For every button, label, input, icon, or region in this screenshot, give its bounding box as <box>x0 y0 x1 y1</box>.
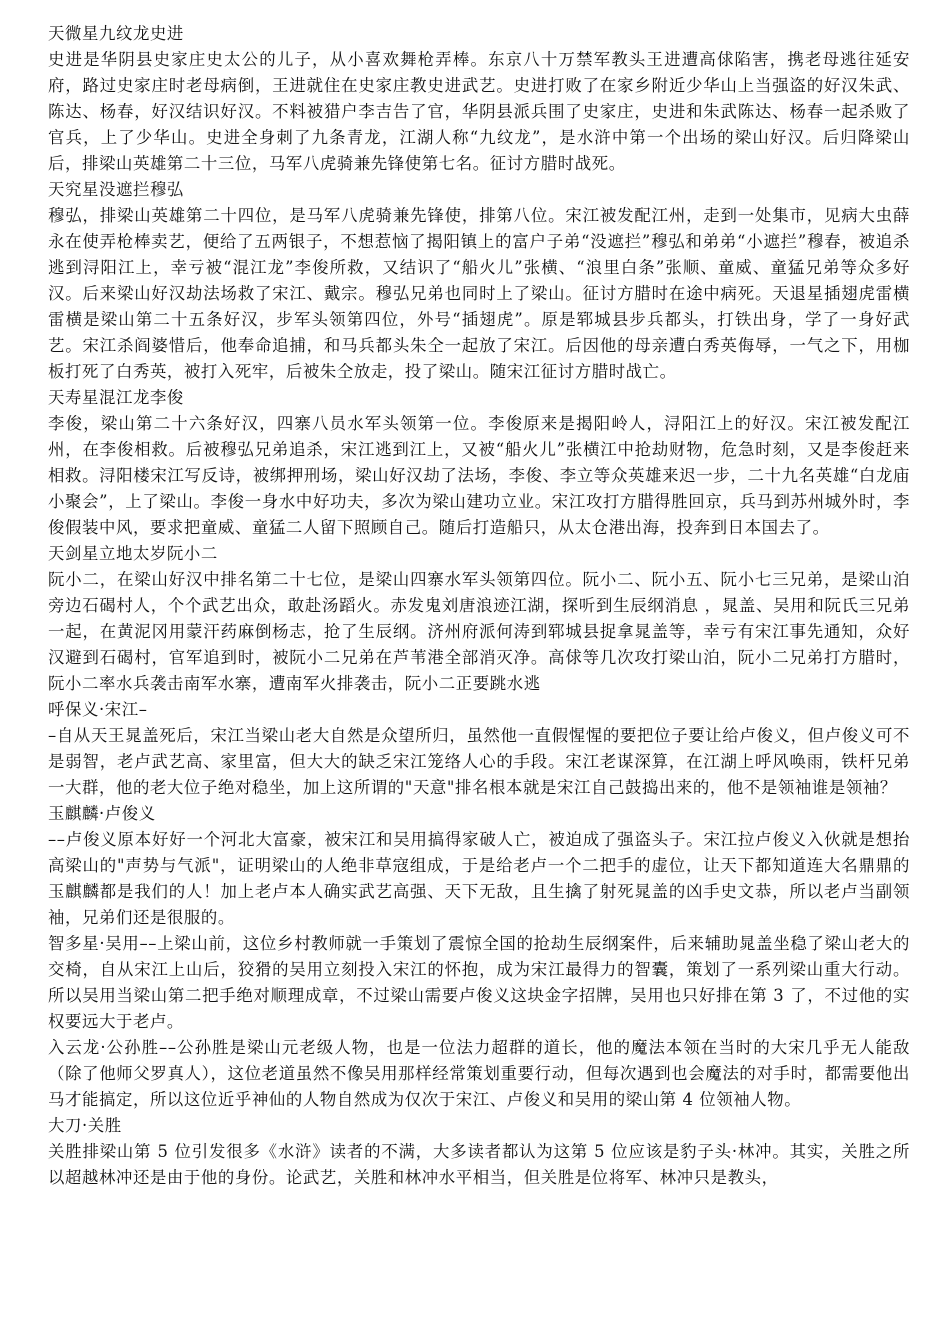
section-body: ––卢俊义原本好好一个河北大富豪，被宋江和吴用搞得家破人亡，被迫成了强盗头子。宋江拉卢俊义入伙就是想抬高梁山的"声势与气派"，证明梁山的人绝非草寇组成，于是给老卢一个二把手的虚位，让天下都知道连大名鼎鼎的玉麒麟都是我们的人！加上老卢本人确实武艺高强、天下无敌，且生擒了射死晁盖的凶手史文恭，所以老卢当副领袖，兄弟们还是很服的。 <box>48 830 910 927</box>
section-title: 天究星没遮拦穆弘 <box>48 180 184 199</box>
section-body: 穆弘，排梁山英雄第二十四位，是马军八虎骑兼先锋使，排第八位。宋江被发配江州，走到一处集市，见病大虫薛永在使弄枪棒卖艺，便给了五两银子，不想惹恼了揭阳镇上的富户子弟“没遮拦”穆弘和弟弟“小遮拦”穆春，被追杀逃到浔阳江上，幸亏被“混江龙”李俊所救，又结识了“船火儿”张横、“浪里白条”张顺、童威、童猛兄弟等众多好汉。后来梁山好汉劫法场救了宋江、戴宗。穆弘兄弟也同时上了梁山。征讨方腊时在途中病死。天退星插翅虎雷横雷横是梁山第二十五条好汉，步军头领第四位，外号“插翅虎”。原是郓城县步兵都头，打铁出身，学了一身好武艺。宋江杀阎婆惜后，他奉命追捕，和马兵都头朱仝一起放了宋江。后因他的母亲遭白秀英侮辱，一气之下，用枷板打死了白秀英，被打入死牢，后被朱仝放走，投了梁山。随宋江征讨方腊时战亡。 <box>48 206 910 381</box>
section-title: 呼保义·宋江– <box>48 700 148 719</box>
section-title: 玉麒麟·卢俊义 <box>48 804 156 823</box>
section-body: 关胜排梁山第 5 位引发很多《水浒》读者的不满，大多读者都认为这第 5 位应该是豹子头·林冲。其实，关胜之所以超越林冲还是由于他的身份。论武艺，关胜和林冲水平相当，但关胜是位将军、林冲只是教头， <box>48 1142 910 1187</box>
section-title: 大刀·关胜 <box>48 1116 122 1135</box>
section-title: 天剑星立地太岁阮小二 <box>48 544 218 563</box>
section-title: 天微星九纹龙史进 <box>48 24 184 43</box>
section-title: 天寿星混江龙李俊 <box>48 388 184 407</box>
section-body: 史进是华阴县史家庄史太公的儿子，从小喜欢舞枪弄棒。东京八十万禁军教头王进遭高俅陷害，携老母逃往延安府，路过史家庄时老母病倒，王进就住在史家庄教史进武艺。史进打败了在家乡附近少华山上当强盗的好汉朱武、陈达、杨春，好汉结识好汉。不料被猎户李吉告了官，华阴县派兵围了史家庄，史进和朱武陈达、杨春一起杀败了官兵，上了少华山。史进全身刺了九条青龙，江湖人称“九纹龙”，是水浒中第一个出场的梁山好汉。后归降梁山后，排梁山英雄第二十三位，马军八虎骑兼先锋使第七名。征讨方腊时战死。 <box>48 50 910 173</box>
section-body: 入云龙·公孙胜––公孙胜是梁山元老级人物，也是一位法力超群的道长，他的魔法本领在当时的大宋几乎无人能敌（除了他师父罗真人），这位老道虽然不像吴用那样经常策划重要行动，但每次遇到也会魔法的对手时，都需要他出马才能搞定，所以这位近乎神仙的人物自然成为仅次于宋江、卢俊义和吴用的梁山第 4 位领袖人物。 <box>48 1038 910 1109</box>
section-body: –自从天王晁盖死后，宋江当梁山老大自然是众望所归，虽然他一直假惺惺的要把位子要让给卢俊义，但卢俊义可不是弱智，老卢武艺高、家里富，但大大的缺乏宋江笼络人心的手段。宋江老谋深算，在江湖上呼风唤雨，铁杆兄弟一大群，他的老大位子绝对稳坐，加上这所谓的"天意"排名根本就是宋江自己鼓捣出来的，他不是领袖谁是领袖？ <box>48 726 910 797</box>
section-body: 阮小二，在梁山好汉中排名第二十七位，是梁山四寨水军头领第四位。阮小二、阮小五、阮小七三兄弟，是梁山泊旁边石碣村人，个个武艺出众，敢赴汤蹈火。赤发鬼刘唐浪迹江湖，探听到生辰纲消息 ，晁盖、吴用和阮氏三兄弟一起，在黄泥冈用蒙汗药麻倒杨志，抢了生辰纲。济州府派何涛到郓城县捉拿晁盖等，幸亏有宋江事先通知，众好汉避到石碣村，官军追到时，被阮小二兄弟在芦苇港全部消灭净。高俅等几次攻打梁山泊，阮小二兄弟打方腊时，阮小二率水兵袭击南军水寨，遭南军火排袭击，阮小二正要跳水逃 <box>48 570 910 693</box>
section-body: 李俊，梁山第二十六条好汉，四寨八员水军头领第一位。李俊原来是揭阳岭人，浔阳江上的好汉。宋江被发配江州，在李俊相救。后被穆弘兄弟追杀，宋江逃到江上，又被“船火儿”张横江中抢劫财物，危急时刻，又是李俊赶来相救。浔阳楼宋江写反诗，被绑押刑场，梁山好汉劫了法场，李俊、李立等众英雄来迟一步，二十九名英雄“白龙庙小聚会”，上了梁山。李俊一身水中好功夫，多次为梁山建功立业。宋江攻打方腊得胜回京，兵马到苏州城外时，李俊假装中风，要求把童威、童猛二人留下照顾自己。随后打造船只，从太仓港出海，投奔到日本国去了。 <box>48 414 910 537</box>
section-body: 智多星·吴用––上梁山前，这位乡村教师就一手策划了震惊全国的抢劫生辰纲案件，后来辅助晁盖坐稳了梁山老大的交椅，自从宋江上山后，狡猾的吴用立刻投入宋江的怀抱，成为宋江最得力的智囊，策划了一系列梁山重大行动。所以吴用当梁山第二把手绝对顺理成章，不过梁山需要卢俊义这块金字招牌，吴用也只好排在第 3 了，不过他的实权要远大于老卢。 <box>48 934 910 1031</box>
